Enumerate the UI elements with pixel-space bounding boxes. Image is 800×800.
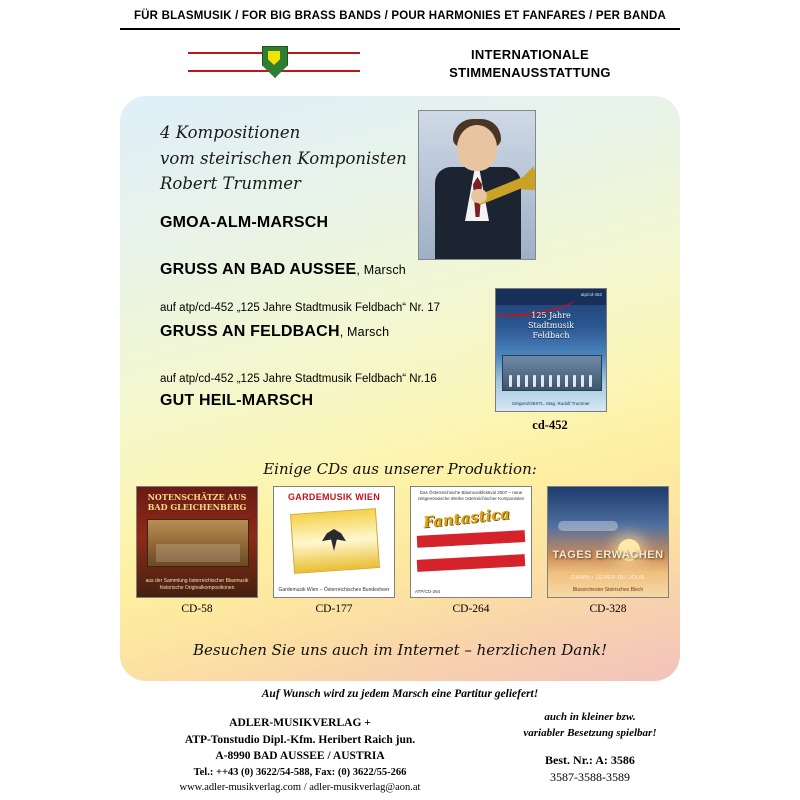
- work-note-3: auf atp/cd-452 „125 Jahre Stadtmusik Feldbach“ Nr. 17: [160, 302, 440, 314]
- internet-invitation: Besuchen Sie uns auch im Internet – herzlichen Dank!: [193, 641, 607, 659]
- intro-block: [160, 120, 420, 197]
- main-content-card: [120, 96, 680, 681]
- footer-phone: Tel.: ++43 (0) 3622/54-588, Fax: (0) 3622/55-266: [193, 767, 407, 779]
- cd-264-label: CD-264: [452, 603, 490, 615]
- cd-58-label: CD-58: [181, 603, 213, 615]
- list-item: [547, 486, 669, 615]
- cd-177-label: CD-177: [315, 603, 353, 615]
- list-item: [410, 486, 532, 615]
- cd-58-title: NOTENSCHÄTZE AUS BAD GLEICHENBERG: [147, 492, 247, 512]
- footer-publisher: ADLER-MUSIKVERLAG +: [229, 717, 371, 729]
- partitur-note: Auf Wunsch wird zu jedem Marsch eine Partitur geliefert!: [261, 688, 539, 700]
- cd-cover-264: [410, 486, 532, 598]
- feature-cd-band-photo: [502, 355, 602, 391]
- feature-cd-footer: Dirigent/OBSTL. Mag. Rudolf Trummer: [512, 401, 590, 406]
- cd-328-title: TAGES ERWACHEN: [552, 549, 664, 561]
- work-title-2-suffix: , Marsch: [356, 263, 406, 277]
- list-item: [136, 486, 258, 615]
- feature-cd-label: cd-452: [532, 418, 568, 432]
- cd-264-footer: ATP/CD-264: [415, 589, 441, 594]
- composer-portrait: [418, 110, 536, 260]
- intro-line-3: Robert Trummer: [160, 174, 301, 194]
- portrait-head: [457, 125, 497, 171]
- work-title-2-main: GRUSS AN BAD AUSSEE: [160, 261, 357, 278]
- cd-328-footer: Blasorchester Steirisches Blech: [572, 587, 644, 593]
- shield-icon: [262, 46, 288, 78]
- work-title-1-main: GMOA-ALM-MARSCH: [160, 214, 329, 231]
- cd-328-label: CD-328: [589, 603, 627, 615]
- header-subtitle-line1: INTERNATIONALE: [470, 47, 590, 62]
- work-title-3: [160, 323, 389, 341]
- work-title-3-suffix: , Marsch: [339, 325, 390, 339]
- feature-cd-cover: [495, 288, 607, 412]
- list-item: [273, 486, 395, 615]
- cd-cover-177: [273, 486, 395, 598]
- cd-58-footer: aus der Sammlung österreichischer Blasmusik historische Originalkompositionen: [145, 578, 249, 591]
- cloud-icon: [558, 521, 618, 531]
- order-number: Best. Nr.: A: 3586: [545, 752, 635, 767]
- work-title-4-main: GUT HEIL-MARSCH: [160, 392, 314, 409]
- order-info: [490, 710, 690, 787]
- feature-cd-title: [496, 311, 606, 341]
- top-banner-text: FÜR BLASMUSIK / FOR BIG BRASS BANDS / POUR HARMONIES ET FANFARES / PER BANDA: [133, 10, 667, 22]
- cd-264-header: Das Österreichische Blasmusikfestival 2007 – neue zeitgenössische Werke österreichischer Komponisten: [417, 490, 525, 501]
- footer-studio: ATP-Tonstudio Dipl.-Kfm. Heribert Raich jun.: [184, 733, 416, 746]
- work-title-2: [160, 261, 406, 279]
- cd-177-footer: Gardemusik Wien – Österreichisches Bundesheer: [278, 587, 390, 593]
- order-number-range: 3587-3588-3589: [550, 770, 630, 785]
- cd-328-subtitle: DAWN • LEVER DU JOUR: [571, 575, 645, 581]
- cd-cover-58: [136, 486, 258, 598]
- header-subtitle: [380, 46, 680, 81]
- cd-gallery: [136, 486, 664, 626]
- work-title-1: [160, 214, 328, 232]
- cd-cover-328: [547, 486, 669, 598]
- cds-section-heading: Einige CDs aus unserer Produktion:: [263, 460, 537, 478]
- publisher-logo: [188, 44, 360, 80]
- footer-address: A-8990 BAD AUSSEE / AUSTRIA: [215, 750, 385, 763]
- cd-177-title: GARDEMUSIK WIEN: [288, 492, 380, 502]
- header-divider: [120, 28, 680, 30]
- cd-58-photo: [147, 519, 249, 567]
- work-note-4: auf atp/cd-452 „125 Jahre Stadtmusik Feldbach“ Nr.16: [160, 373, 437, 385]
- feature-cd-badge: atp/cd-452: [580, 292, 602, 297]
- feature-cd-title-line1: 125 Jahre: [531, 311, 571, 320]
- work-title-3-main: GRUSS AN FELDBACH: [160, 323, 340, 340]
- publisher-footer: [120, 715, 480, 795]
- work-title-4: [160, 392, 313, 410]
- feature-cd-title-line3: Feldbach: [532, 331, 570, 340]
- order-note-line2: variabler Besetzung spielbar!: [523, 726, 657, 739]
- order-note-line1: auch in kleiner bzw.: [544, 711, 636, 723]
- shield-inner-icon: [268, 51, 280, 65]
- intro-line-1: 4 Kompositionen: [160, 123, 301, 142]
- cd-264-title: Fantastica: [422, 504, 511, 532]
- feature-cd-title-line2: Stadtmusik: [527, 321, 575, 330]
- footer-web[interactable]: www.adler-musikverlag.com / adler-musikverlag@aon.at: [179, 782, 421, 794]
- portrait-hand: [471, 189, 487, 203]
- intro-line-2: vom steirischen Komponisten: [160, 148, 407, 168]
- header-subtitle-line2: STIMMENAUSSTATTUNG: [449, 64, 611, 80]
